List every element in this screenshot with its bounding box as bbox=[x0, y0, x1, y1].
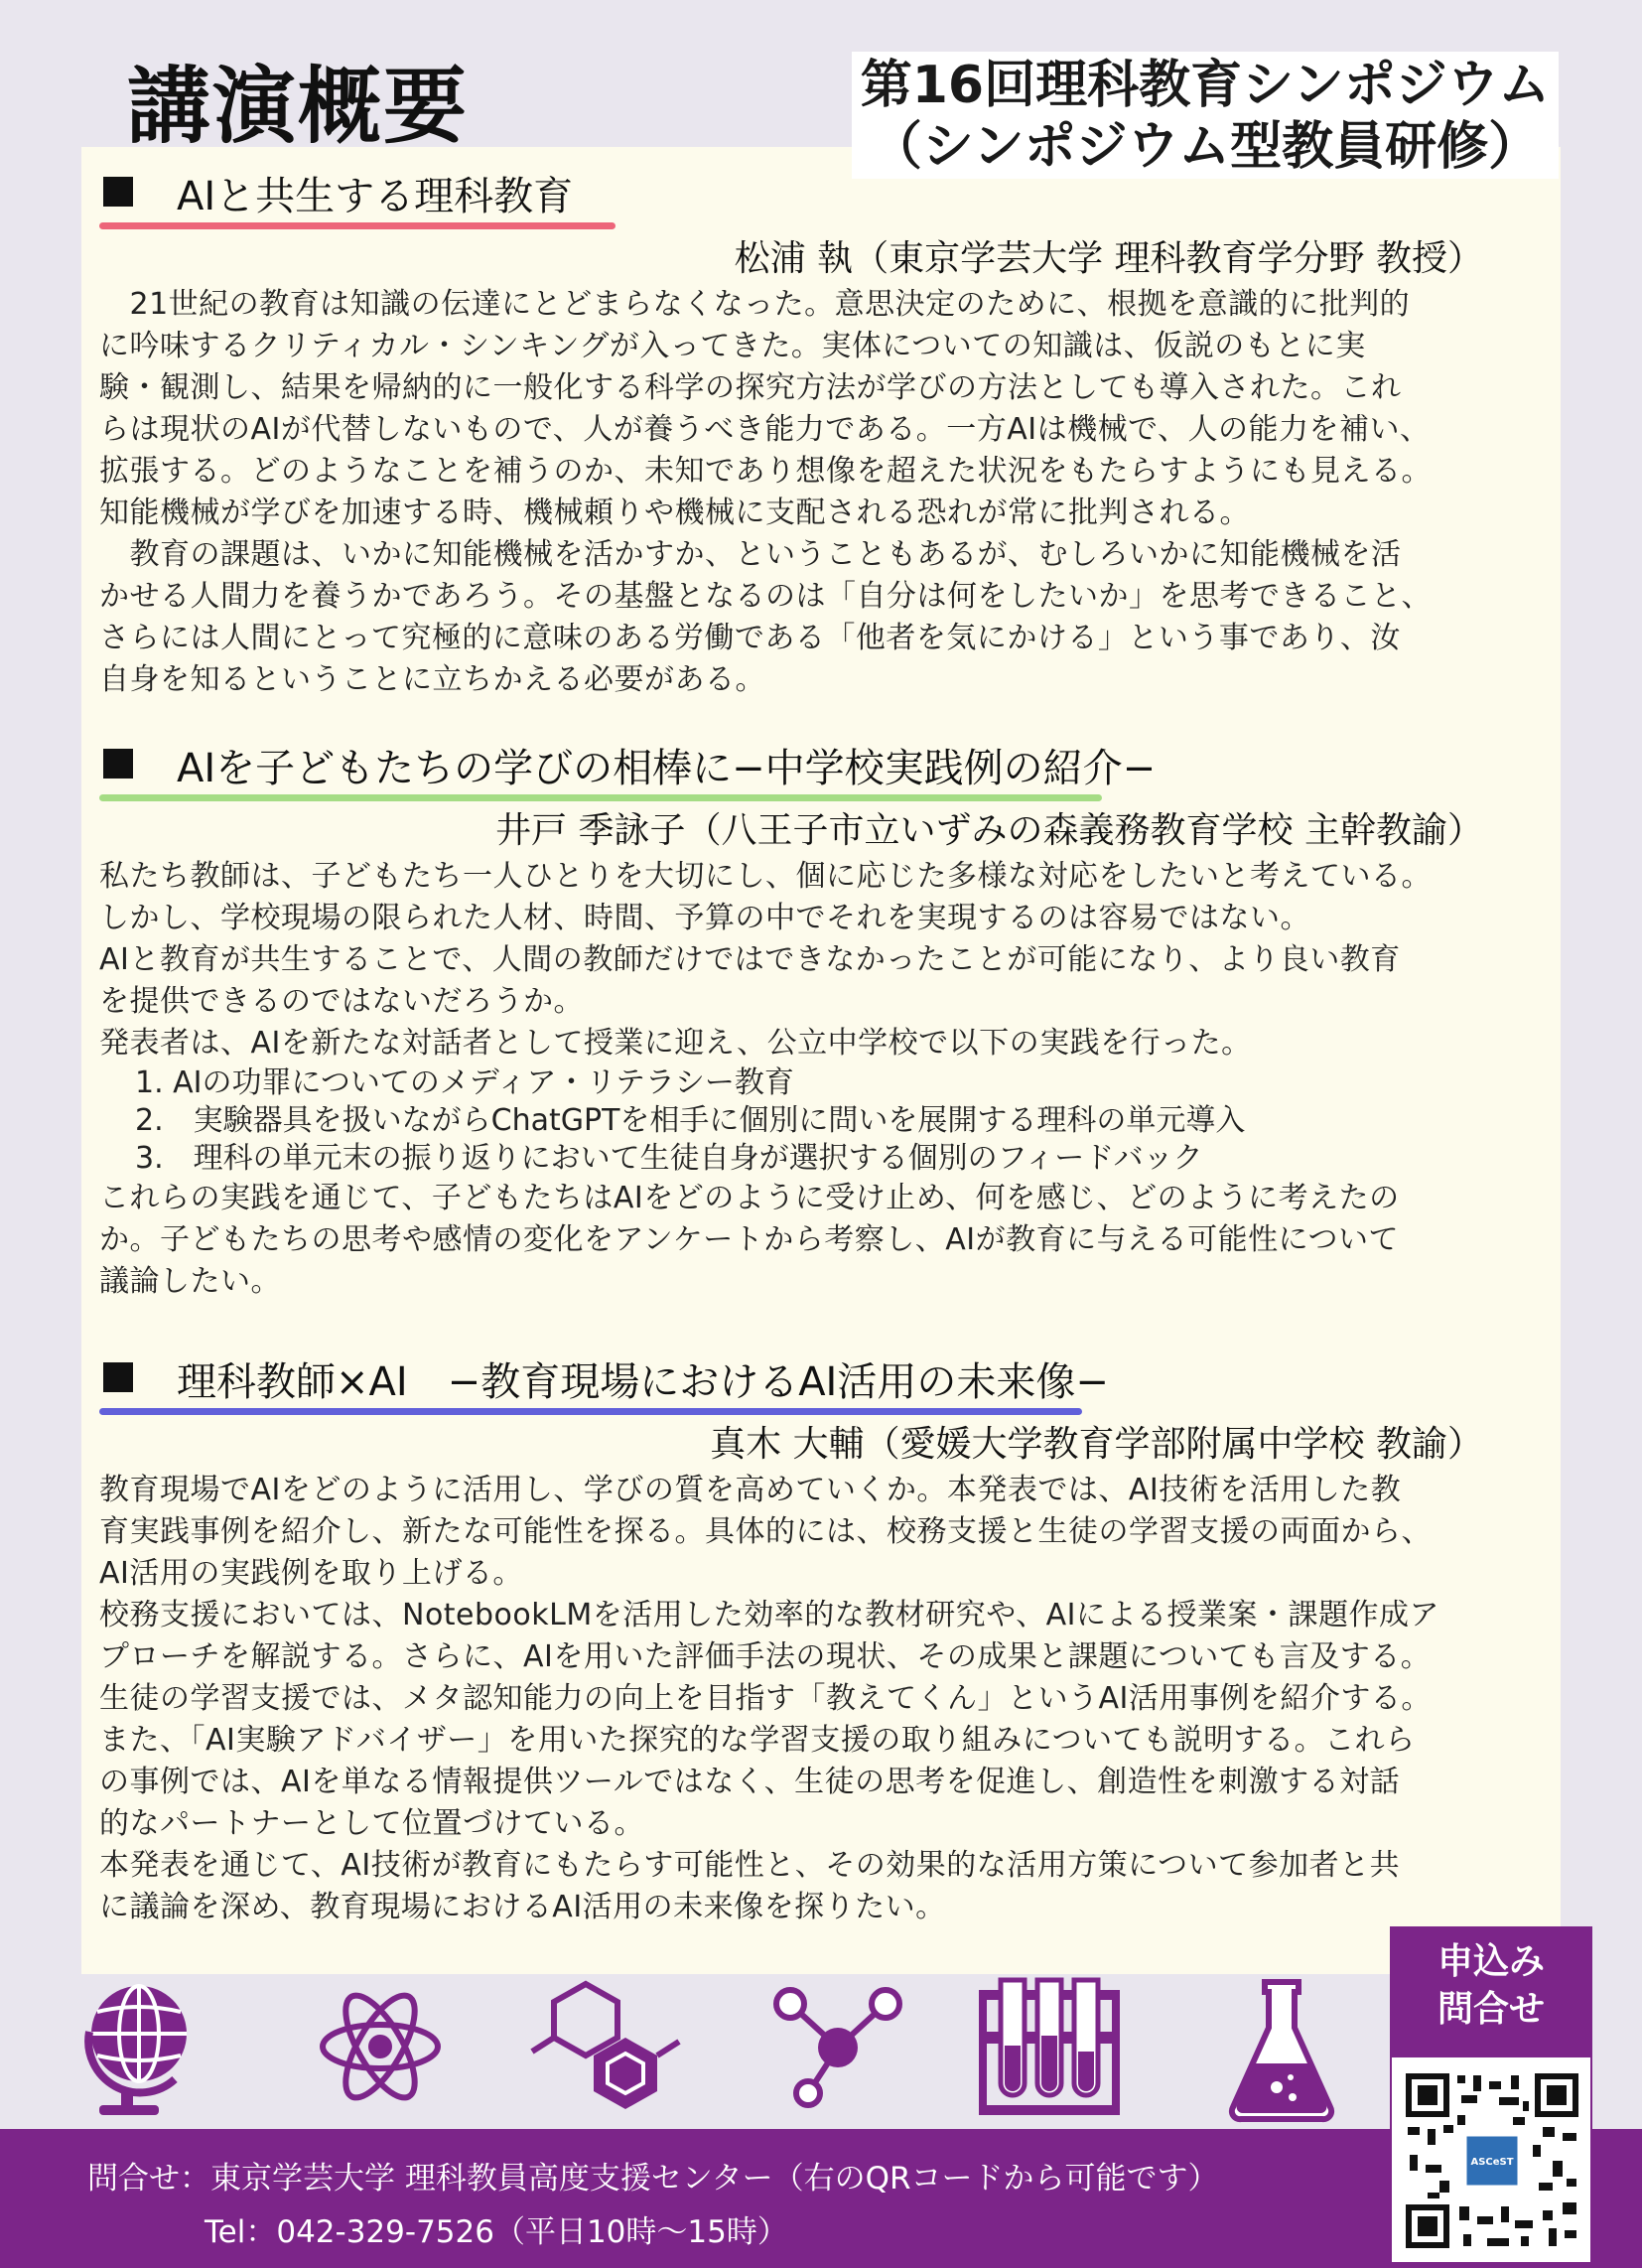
highlight-underline bbox=[99, 222, 616, 229]
contact-text: 問合せ：東京学芸大学 理科教員高度支援センター（右のQRコードから可能です） bbox=[87, 2161, 1219, 2197]
abstract-line: 験・観測し、結果を帰納的に一般化する科学の探究方法が学びの方法としても導入された。これ bbox=[99, 370, 1402, 405]
event-title-box bbox=[852, 52, 1559, 179]
abstract-line: さらには人間にとって究極的に意味のある労働である「他者を気にかける」という事であり、汝 bbox=[99, 621, 1401, 655]
abstract-line: 本発表を通じて、AI技術が教育にもたらす可能性と、その効果的な活用方策について参加者と共 bbox=[99, 1848, 1401, 1883]
speaker-name: 井戸 季詠子（八王子市立いずみの森義務教育学校 主幹教諭） bbox=[495, 810, 1483, 851]
abstract-line: の事例では、AIを単なる情報提供ツールではなく、生徒の思考を促進し、創造性を刺激する対話 bbox=[99, 1765, 1401, 1799]
abstract-line: 育実践事例を紹介し、新たな可能性を探る。具体的には、校務支援と生徒の学習支援の両面から、 bbox=[99, 1514, 1432, 1549]
atom-icon bbox=[316, 1982, 445, 2111]
highlight-underline bbox=[99, 794, 1102, 801]
abstract bbox=[99, 856, 1559, 1303]
square-bullet-icon bbox=[103, 1362, 133, 1392]
section-heading bbox=[99, 1352, 1559, 1412]
abstract bbox=[99, 284, 1559, 701]
test-tubes-icon bbox=[975, 1976, 1124, 2120]
list-item: 1. AIの功罪についてのメディア・リテラシー教育 bbox=[135, 1065, 794, 1100]
abstract-line: 的なパートナーとして位置づけている。 bbox=[99, 1806, 644, 1841]
event-title: 第16回理科教育シンポジウム bbox=[860, 56, 1551, 115]
square-bullet-icon bbox=[103, 749, 133, 779]
speaker-name: 松浦 執（東京学芸大学 理科教育学分野 教授） bbox=[734, 238, 1483, 279]
speaker-name: 真木 大輔（愛媛大学教育学部附属中学校 教諭） bbox=[710, 1424, 1483, 1465]
abstract-line: プローチを解説する。さらに、AIを用いた評価手法の現状、その成果と課題についても言及する。 bbox=[99, 1639, 1432, 1674]
list-item: 3. 理科の単元末の振り返りにおいて生徒自身が選択する個別のフィードバック bbox=[135, 1141, 1203, 1176]
abstract-line: 拡張する。どのようなことを補うのか、未知であり想像を超えた状況をもたらすようにも見える。 bbox=[99, 454, 1432, 489]
abstract-line: 教育の課題は、いかに知能機械を活かすか、ということもあるが、むしろいかに知能機械を活 bbox=[99, 537, 1402, 572]
abstract-line: かせる人間力を養うかであろう。その基盤となるのは「自分は何をしたいか」を思考できること、 bbox=[99, 579, 1432, 614]
list-item: 2. 実験器具を扱いながらChatGPTを相手に個別に問いを展開する理科の単元導入 bbox=[135, 1103, 1246, 1138]
qr-center-label: ASCeST bbox=[1470, 2157, 1514, 2168]
abstract-line: しかし、学校現場の限られた人材、時間、予算の中でそれを実現するのは容易ではない。 bbox=[99, 901, 1310, 935]
abstract-line: 校務支援においては、NotebookLMを活用した効率的な教材研究や、AIによる授業案・課題作成ア bbox=[99, 1598, 1440, 1632]
abstract-line: 自身を知るということに立ちかえる必要がある。 bbox=[99, 662, 765, 697]
abstract-line: 知能機械が学びを加速する時、機械頼りや機械に支配される恐れが常に批判される。 bbox=[99, 496, 1250, 530]
event-subtitle: （シンポジウム型教員研修） bbox=[870, 117, 1541, 177]
abstract-line: AIと教育が共生することで、人間の教師だけではできなかったことが可能になり、より良い教育 bbox=[99, 942, 1401, 977]
section-title: AIと共生する理科教育 bbox=[177, 174, 574, 219]
qr-code-icon bbox=[1404, 2071, 1580, 2250]
abstract-line: らは現状のAIが代替しないもので、人が養うべき能力である。一方AIは機械で、人の能力を補い、 bbox=[99, 412, 1431, 447]
inquiry-label: 問合せ bbox=[1437, 1989, 1545, 2030]
flask-icon bbox=[1227, 1976, 1336, 2123]
molecule-icon bbox=[768, 1982, 907, 2111]
talk-section-2 bbox=[99, 739, 1559, 1303]
abstract bbox=[99, 1470, 1559, 1928]
abstract-line: 21世紀の教育は知識の伝達にとどまらなくなった。意思決定のために、根拠を意識的に批判的 bbox=[99, 287, 1411, 322]
apply-label-box bbox=[1390, 1926, 1592, 2055]
section-title: 理科教師×AI −教育現場におけるAI活用の未来像− bbox=[177, 1359, 1109, 1405]
talk-section-3 bbox=[99, 1352, 1559, 1928]
section-title: AIを子どもたちの学びの相棒に−中学校実践例の紹介− bbox=[177, 746, 1157, 791]
section-heading bbox=[99, 739, 1559, 798]
page-title: 講演概要 bbox=[127, 58, 470, 155]
globe-icon bbox=[77, 1972, 197, 2123]
tel-text: Tel：042-329-7526（平日10時〜15時） bbox=[205, 2214, 788, 2250]
square-bullet-icon bbox=[103, 177, 133, 207]
section-heading bbox=[99, 167, 1559, 226]
abstract-line: を提供できるのではないだろうか。 bbox=[99, 984, 584, 1019]
qr-code[interactable] bbox=[1390, 2055, 1592, 2264]
practice-list bbox=[99, 1064, 1559, 1178]
apply-label: 申込み bbox=[1437, 1941, 1545, 1982]
abstract-line: また、｢AI実験アドバイザー」を用いた探究的な学習支援の取り組みについても説明する。これら bbox=[99, 1723, 1416, 1758]
abstract-line: AI活用の実践例を取り上げる。 bbox=[99, 1556, 523, 1591]
highlight-underline bbox=[99, 1408, 1082, 1415]
abstract-line: に議論を深め、教育現場におけるAI活用の未来像を探りたい。 bbox=[99, 1890, 946, 1924]
abstract-line: 発表者は、AIを新たな対話者として授業に迎え、公立中学校で以下の実践を行った。 bbox=[99, 1026, 1252, 1061]
abstract-line: 教育現場でAIをどのように活用し、学びの質を高めていくか。本発表では、AI技術を活用した教 bbox=[99, 1473, 1402, 1507]
abstract-line: に吟味するクリティカル・シンキングが入ってきた。実体についての知識は、仮説のもとに実 bbox=[99, 329, 1366, 363]
abstract-line: 私たち教師は、子どもたち一人ひとりを大切にし、個に応じた多様な対応をしたいと考えている。 bbox=[99, 859, 1432, 894]
talk-section-1 bbox=[99, 167, 1559, 701]
abstract-line: 議論したい。 bbox=[99, 1264, 281, 1299]
abstract-line: これらの実践を通じて、子どもたちはAIをどのように受け止め、何を感じ、どのように考えたの bbox=[99, 1181, 1400, 1215]
abstract-line: か。子どもたちの思考や感情の変化をアンケートから考察し、AIが教育に与える可能性について bbox=[99, 1222, 1399, 1257]
abstract-line: 生徒の学習支援では、メタ認知能力の向上を目指す「教えてくん」というAI活用事例を紹介する。 bbox=[99, 1681, 1432, 1716]
molecule-rings-icon bbox=[526, 1976, 685, 2120]
